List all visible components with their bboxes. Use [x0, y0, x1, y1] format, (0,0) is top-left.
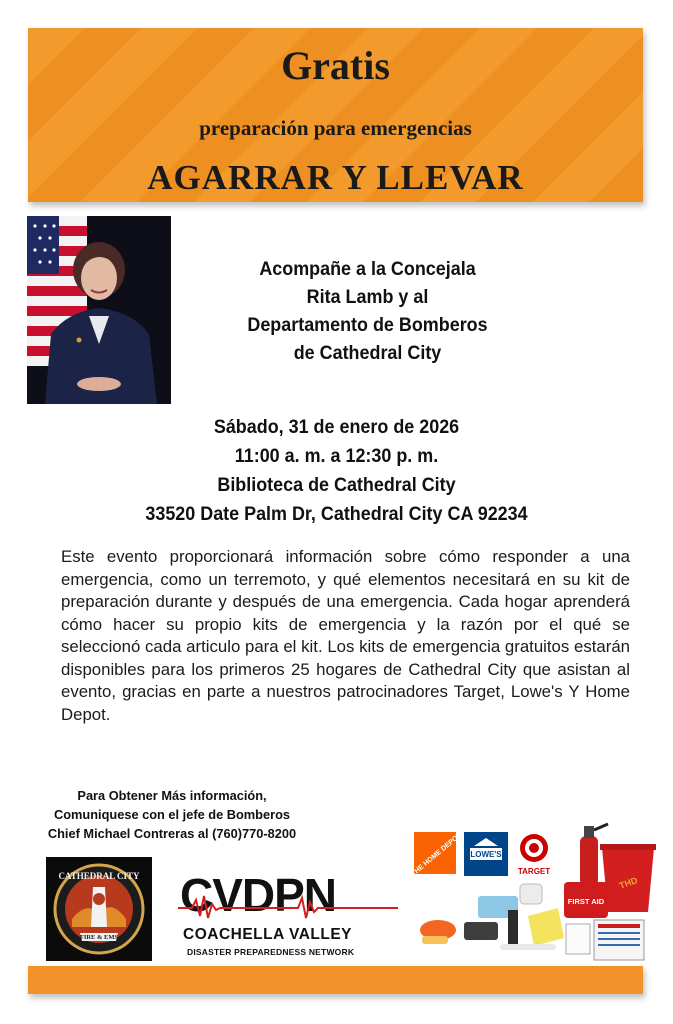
portrait-image — [27, 216, 171, 404]
target-logo — [518, 834, 550, 876]
cvdpn-logo-mid: COACHELLA VALLEY — [183, 926, 353, 943]
cvdpn-logo-small: DISASTER PREPAREDNESS NETWORK — [187, 947, 355, 957]
event-date: Sábado, 31 de enero de 2026 — [213, 416, 460, 438]
footer-bar — [28, 966, 643, 994]
intro-line: de Cathedral City — [293, 342, 442, 364]
contact-line: Comuniquese con el jefe de Bomberos — [53, 807, 291, 822]
bucket-icon — [600, 844, 656, 912]
fire-logo-bottom-text: FIRE & EMS — [79, 934, 119, 941]
contact-line: Chief Michael Contreras al (760)770-8200 — [47, 826, 297, 841]
intro-text — [204, 255, 531, 367]
intro-line: Departamento de Bomberos — [247, 314, 488, 336]
event-description: Este evento proporcionará información sobre cómo responder a una emergencia, como un terremoto, y qué elementos necesitará en su kit de preparación durante y después de una emergencia. Cada hogar aprenderá cómo hacer su propio kits de emergencia y la razón por el qué se seleccionó cada articulo para el kit. Los kits de emergencia gratuitos estarán disponibles para los primeros 25 hogares de Cathedral City que asistan al evento, gracias en parte a nuestros patrocinadores Target, Lowe's Y Home Depot. — [61, 547, 630, 724]
pulse-line-icon — [178, 892, 398, 922]
sponsors-area — [408, 812, 658, 964]
header-headline: AGARRAR Y LLEVAR — [147, 158, 524, 197]
intro-line: Rita Lamb y al — [306, 286, 429, 308]
lowes-text: LOWE'S — [470, 850, 502, 859]
home-depot-text: THE HOME DEPOT — [410, 831, 463, 878]
home-depot-logo — [410, 832, 463, 878]
cathedral-city-fire-logo — [46, 857, 152, 961]
kit-text: FIRST AID — [567, 897, 605, 906]
event-details — [55, 413, 619, 529]
first-aid-kit-icon — [564, 882, 608, 918]
intro-line: Acompañe a la Concejala — [259, 258, 476, 280]
event-address: 33520 Date Palm Dr, Cathedral City CA 92234 — [145, 503, 528, 525]
lowes-logo — [464, 832, 508, 876]
header-banner — [28, 28, 643, 202]
event-time: 11:00 a. m. a 12:30 p. m. — [234, 445, 439, 467]
cvdpn-logo-big: CVDPN — [180, 869, 337, 921]
councilmember-photo — [27, 216, 171, 404]
contact-info — [22, 786, 322, 843]
contact-line: Para Obtener Más información, — [77, 788, 267, 803]
header-title: Gratis — [281, 43, 390, 88]
event-venue: Biblioteca de Cathedral City — [217, 474, 456, 496]
target-text: TARGET — [517, 867, 551, 876]
cvdpn-logo — [178, 870, 398, 962]
header-subtitle: preparación para emergencias — [199, 116, 472, 140]
fire-logo-top-text: CATHEDRAL CITY — [58, 871, 140, 881]
svg-text:THD: THD — [617, 875, 639, 891]
